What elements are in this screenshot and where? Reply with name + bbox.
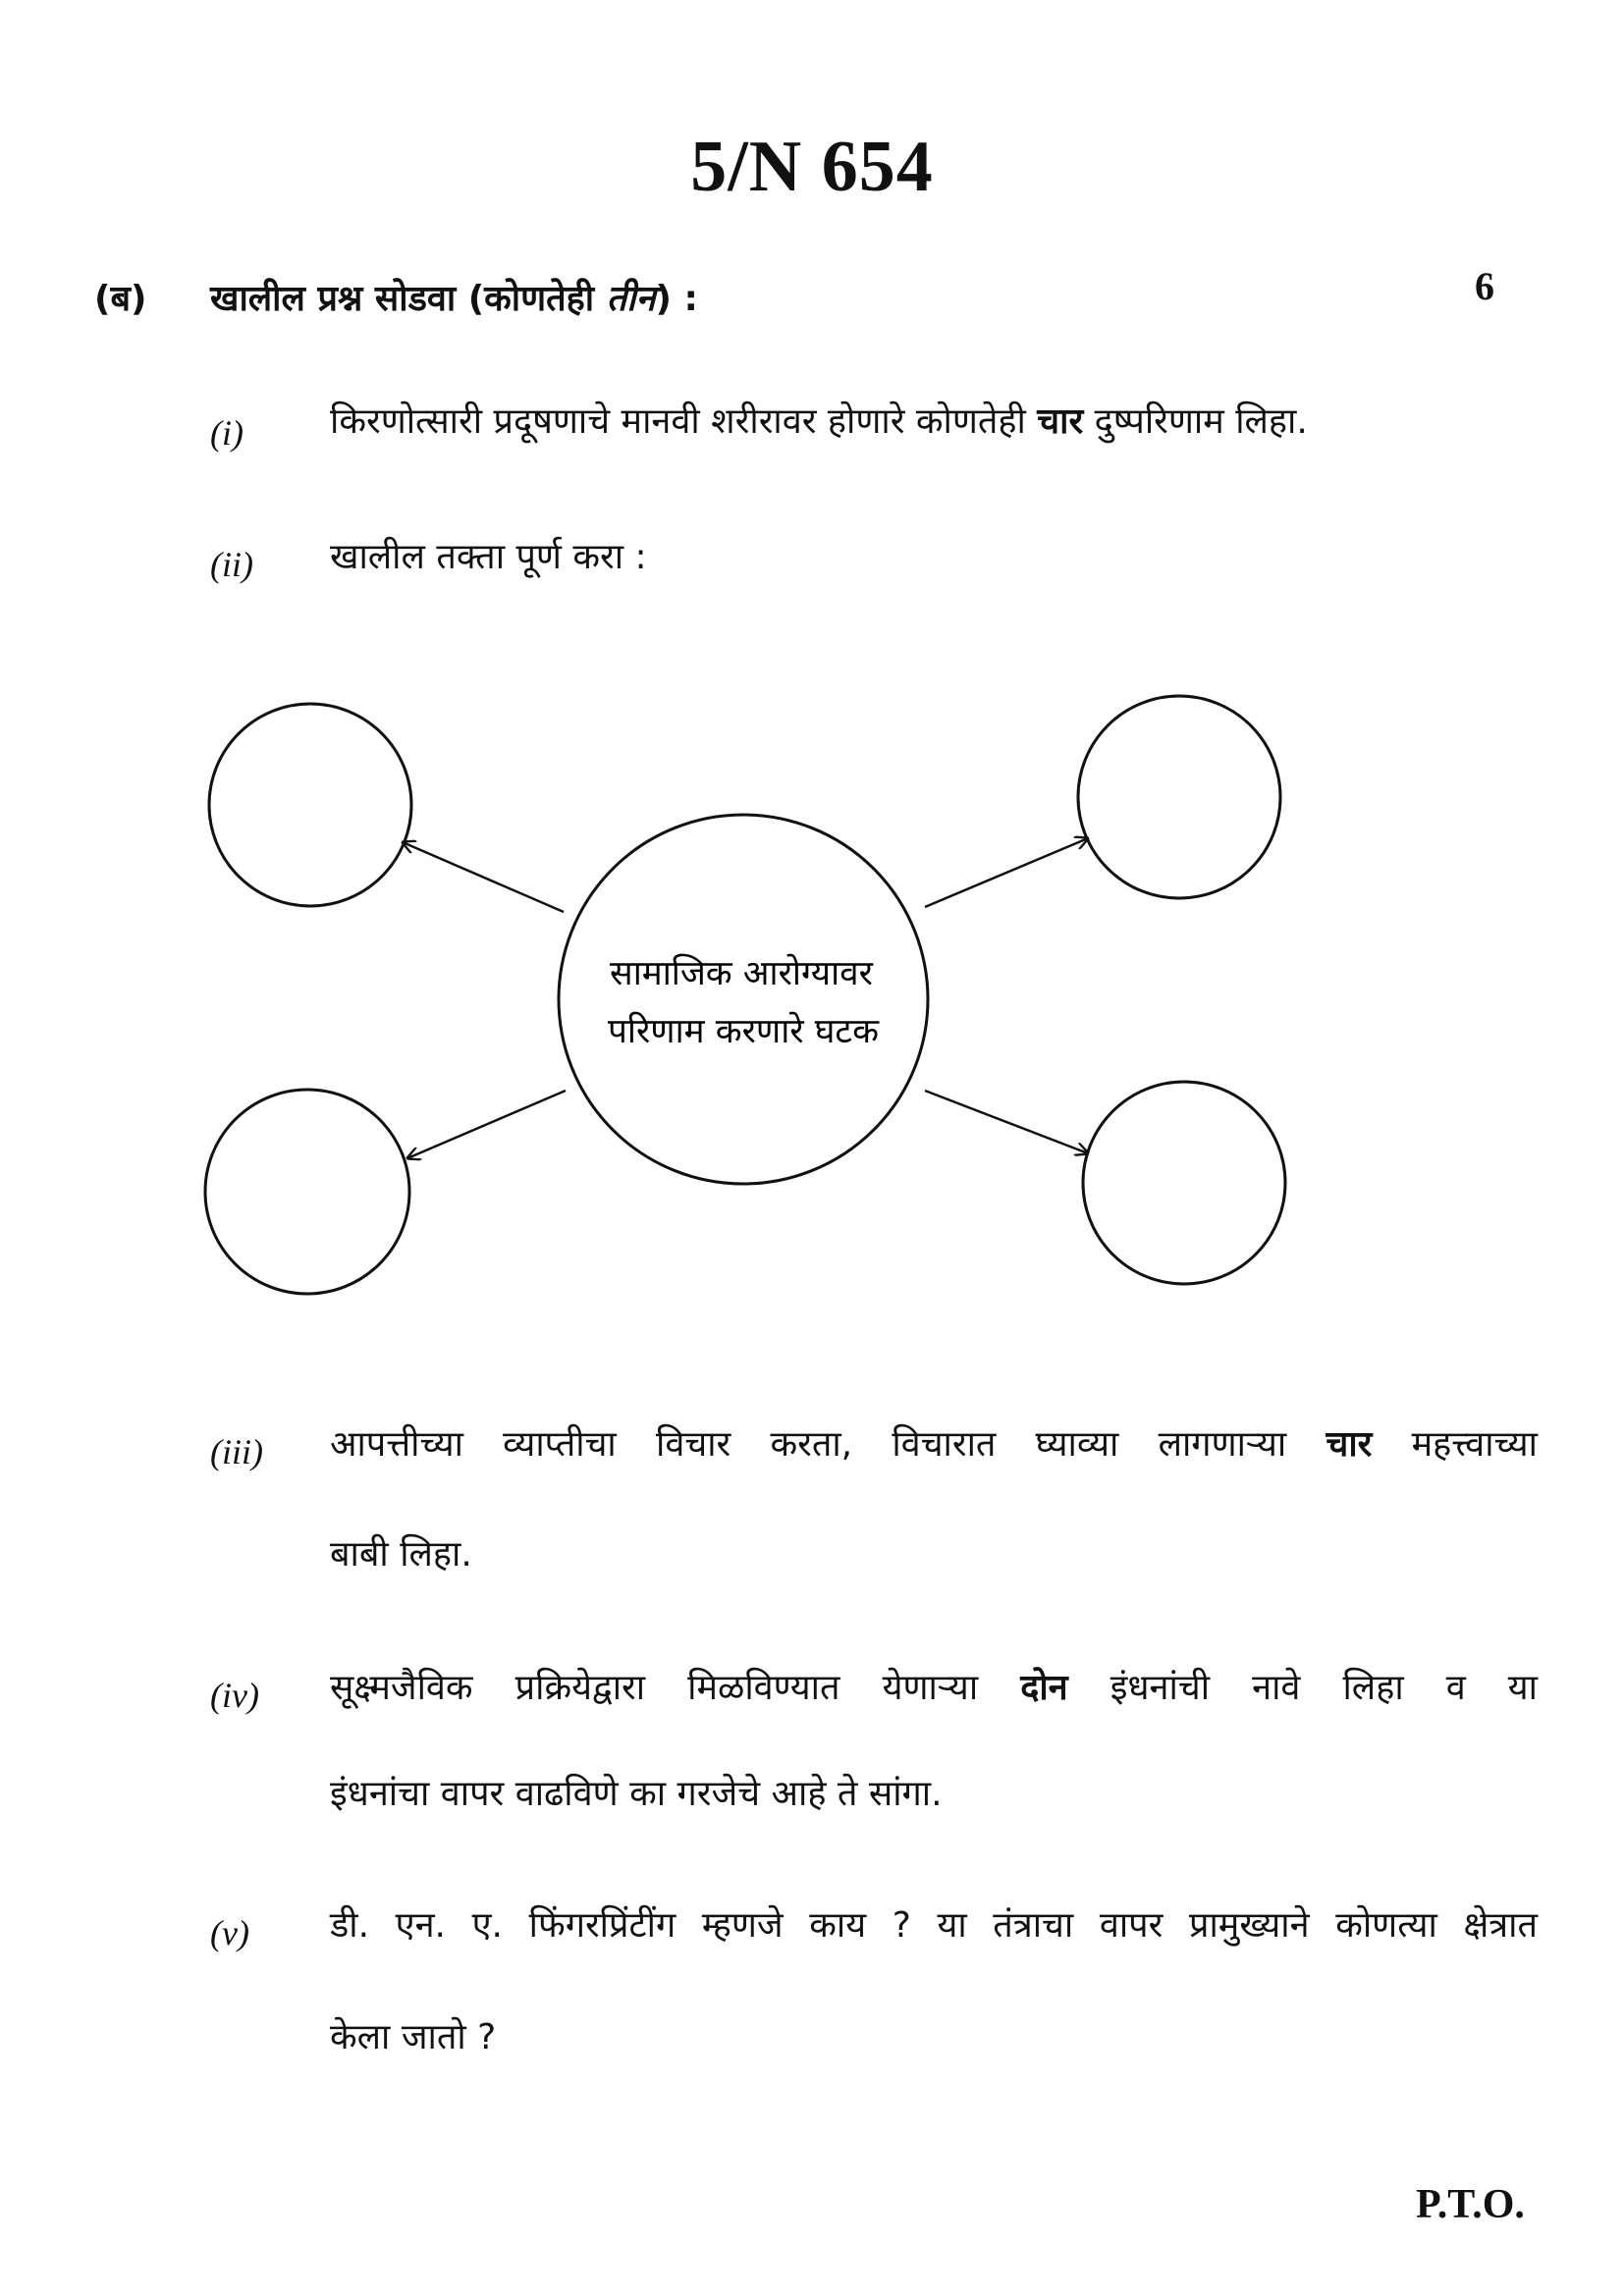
text-run: आपत्तीच्या व्याप्तीचा विचार करता, विचारात घ्याव्या लागणाऱ्या [330, 1424, 1326, 1465]
question-number: (i) [210, 413, 244, 453]
text-run: महत्त्वाच्या [1372, 1424, 1538, 1465]
text-run: इंधनांचा वापर वाढविणे का गरजेचे आहे ते सांगा. [330, 1774, 943, 1814]
text-run: इंधनांची नावे लिहा व या [1067, 1668, 1539, 1708]
center-circle [559, 815, 928, 1184]
question-line [330, 1667, 1538, 1709]
blank-circle-top-left [209, 704, 411, 906]
question-line [330, 1533, 1538, 1575]
arrow-bottom-right [925, 1091, 1088, 1153]
question-number: (v) [210, 1913, 249, 1952]
question-number: (ii) [210, 545, 253, 584]
text-run: केला जातो ? [330, 2017, 497, 2057]
center-label-line2: परिणाम करणारे घटक [608, 1012, 879, 1051]
section-instruction-before: खालील प्रश्न सोडवा (कोणतेही [210, 279, 607, 319]
blank-circle-bottom-left [205, 1090, 409, 1294]
section-label: (ब) [94, 279, 147, 319]
please-turn-over: P.T.O. [1416, 2182, 1525, 2227]
section-instruction-italic: तीन [606, 279, 656, 319]
text-bold: चार [1037, 401, 1084, 442]
blank-circle-top-right [1078, 696, 1280, 898]
section-marks: 6 [1475, 264, 1494, 308]
center-label-line1: सामाजिक आरोग्यावर [610, 954, 873, 993]
text-run: किरणोत्सारी प्रदूषणाचे मानवी शरीरावर होणारे कोणतेही [330, 401, 1038, 442]
text-run: दुष्परिणाम लिहा. [1083, 401, 1308, 442]
blank-circle-bottom-right [1083, 1082, 1285, 1284]
text-bold: दोन [1020, 1668, 1068, 1708]
text-run: सूक्ष्मजैविक प्रक्रियेद्वारा मिळविण्यात येणाऱ्या [330, 1668, 1021, 1708]
text-run: खालील तक्ता पूर्ण करा : [330, 537, 647, 577]
section-instruction-after: ) : [655, 279, 698, 319]
text-run: डी. एन. ए. फिंगरप्रिंटींग म्हणजे काय ? या तंत्राचा वापर प्रामुख्याने कोणत्या क्षेत्रात [330, 1905, 1538, 1946]
arrow-top-right [925, 838, 1088, 907]
arrow-bottom-left [407, 1091, 566, 1158]
question-line [330, 1773, 1133, 1815]
question-line [330, 2016, 1538, 2058]
question-line [330, 1904, 1538, 1947]
arrow-top-left [403, 842, 564, 912]
text-bold: चार [1326, 1424, 1373, 1465]
text-run: बाबी लिहा. [330, 1534, 472, 1575]
question-line [330, 1423, 1538, 1466]
question-number: (iii) [210, 1432, 263, 1471]
paper-code: 5/N 654 [690, 127, 934, 207]
question-number: (iv) [210, 1676, 259, 1715]
